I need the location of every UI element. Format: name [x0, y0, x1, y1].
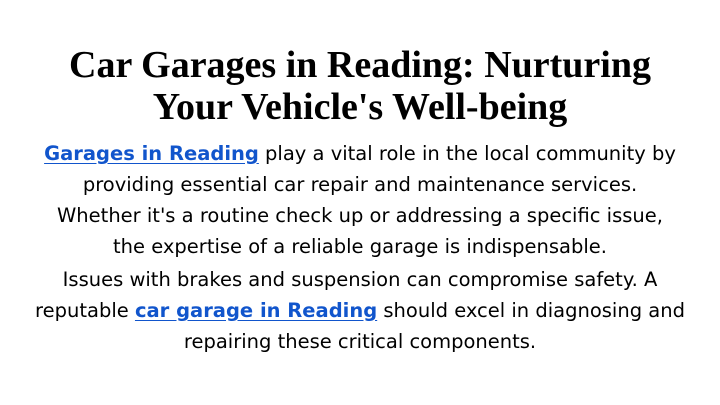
car-garage-in-reading-link[interactable]: car garage in Reading: [134, 299, 378, 322]
paragraph-brakes-suspension: [8, 264, 712, 357]
paragraph-line: the expertise of a reliable garage is indispensable.: [113, 235, 607, 258]
paragraph-text: reputable: [35, 299, 135, 322]
paragraph-line: [8, 295, 712, 326]
paragraph-text: should excel in diagnosing and: [377, 299, 685, 322]
title-line-2: Your Vehicle's Well-being: [152, 86, 568, 128]
page-title: [8, 44, 712, 128]
paragraph-line: repairing these critical components.: [183, 330, 537, 353]
paragraph-line: [8, 138, 712, 169]
paragraph-text: play a vital role in the local community by: [258, 142, 676, 165]
paragraph-garages-role: [8, 138, 712, 262]
paragraph-line: Whether it's a routine check up or addressing a specific issue,: [57, 204, 663, 227]
paragraph-line: Issues with brakes and suspension can compromise safety. A: [62, 268, 658, 291]
title-line-1: Car Garages in Reading: Nurturing: [69, 44, 651, 86]
paragraph-line: providing essential car repair and maintenance services.: [82, 173, 638, 196]
garages-in-reading-link[interactable]: Garages in Reading: [44, 142, 259, 165]
